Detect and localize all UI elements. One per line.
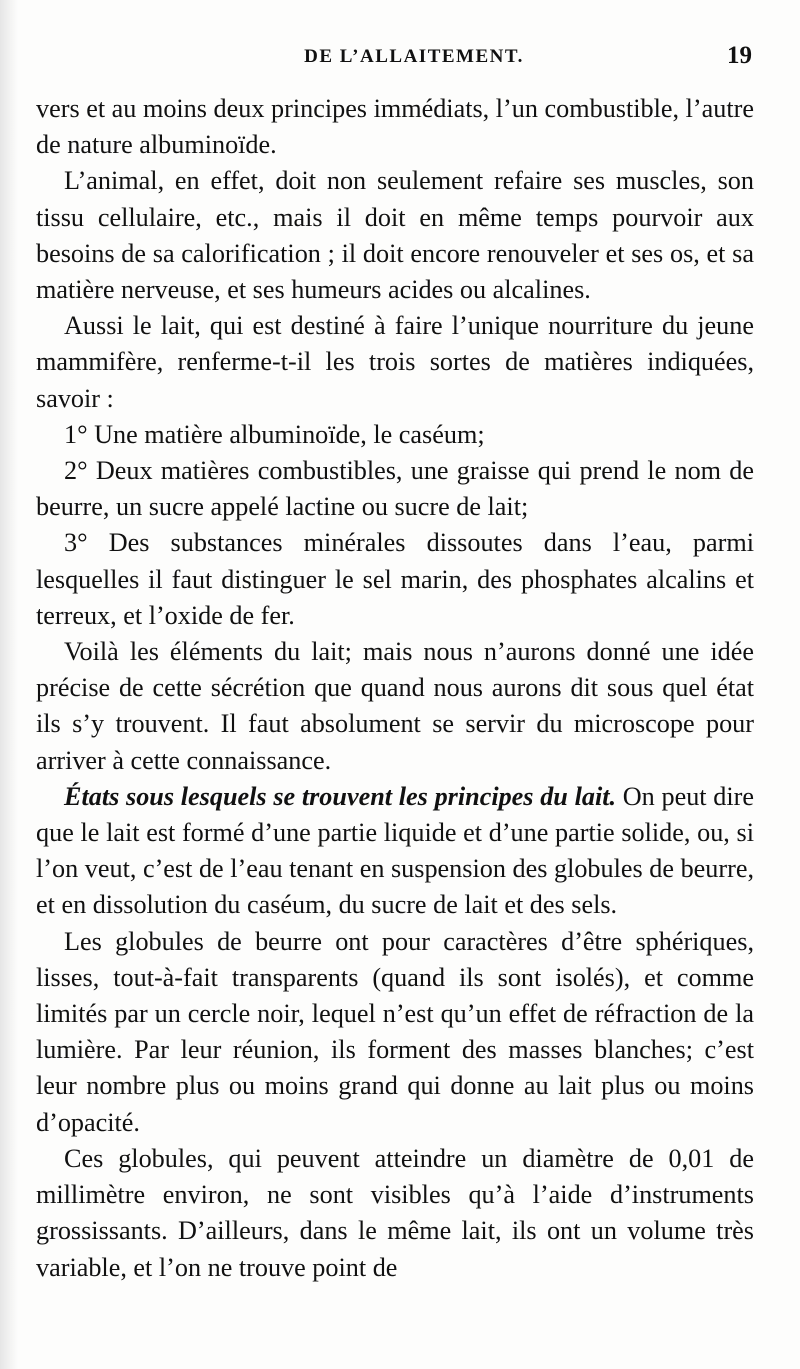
page-gutter-shadow bbox=[0, 0, 18, 1369]
section-heading: États sous lesquels se trouvent les principes du lait. bbox=[64, 781, 617, 811]
section-paragraph-text: On peut dire que le lait est formé d’une partie liquide et d’une partie solide, ou, si l’on veut, c’est de l’eau tenant en suspension des globules de beurre, et en dissolution du caséum, du sucre de lait et des sels. bbox=[36, 781, 755, 920]
section-paragraph bbox=[36, 779, 754, 924]
paragraph-continued: vers et au moins deux principes immédiats, l’un combustible, l’autre de nature albuminoïde. bbox=[36, 94, 754, 160]
paragraph: Les globules de beurre ont pour caractères d’être sphériques, lisses, tout-à-fait transparents (quand ils sont isolés), et comme limités par un cercle noir, lequel n’est qu’un effet de réfraction de la lumière. Par leur réunion, ils forment des masses blanches; c’est leur nombre plus ou moins grand qui donne au lait plus ou moins d’opacité. bbox=[36, 926, 754, 1137]
paragraph: Voilà les éléments du lait; mais nous n’aurons donné une idée précise de cette sécrétion que quand nous aurons dit sous quel état ils s’y trouvent. Il faut absolument se servir du microscope pour arriver à cette connaissance. bbox=[36, 637, 754, 775]
page-number: 19 bbox=[727, 42, 752, 69]
paragraph: Aussi le lait, qui est destiné à faire l’unique nourriture du jeune mammifère, renferme-t-il les trois sortes de matières indiquées, savoir : bbox=[36, 311, 754, 413]
body-text bbox=[36, 91, 754, 1286]
list-item-minerals: 3° Des substances minérales dissoutes dans l’eau, parmi lesquelles il faut distinguer le sel marin, des phosphates alcalins et terreux, et l’oxide de fer. bbox=[36, 528, 754, 630]
list-item-albuminoid: 1° Une matière albuminoïde, le caséum; bbox=[64, 419, 485, 449]
page-header bbox=[36, 40, 752, 74]
paragraph: Ces globules, qui peuvent atteindre un diamètre de 0,01 de millimètre environ, ne sont visibles qu’à l’aide d’instruments grossissants. D’ailleurs, dans le même lait, ils ont un volume très variable, et l’on ne trouve point de bbox=[36, 1143, 754, 1282]
paragraph: L’animal, en effet, doit non seulement refaire ses muscles, son tissu cellulaire, etc., mais il doit en même temps pourvoir aux besoins de sa calorification ; il doit encore renouveler et ses os, et sa matière nerveuse, et ses humeurs acides ou alcalines. bbox=[36, 166, 754, 305]
running-title: DE L’ALLAITEMENT. bbox=[304, 46, 524, 67]
list-item-combustibles: 2° Deux matières combustibles, une graisse qui prend le nom de beurre, un sucre appelé lactine ou sucre de lait; bbox=[36, 456, 754, 522]
